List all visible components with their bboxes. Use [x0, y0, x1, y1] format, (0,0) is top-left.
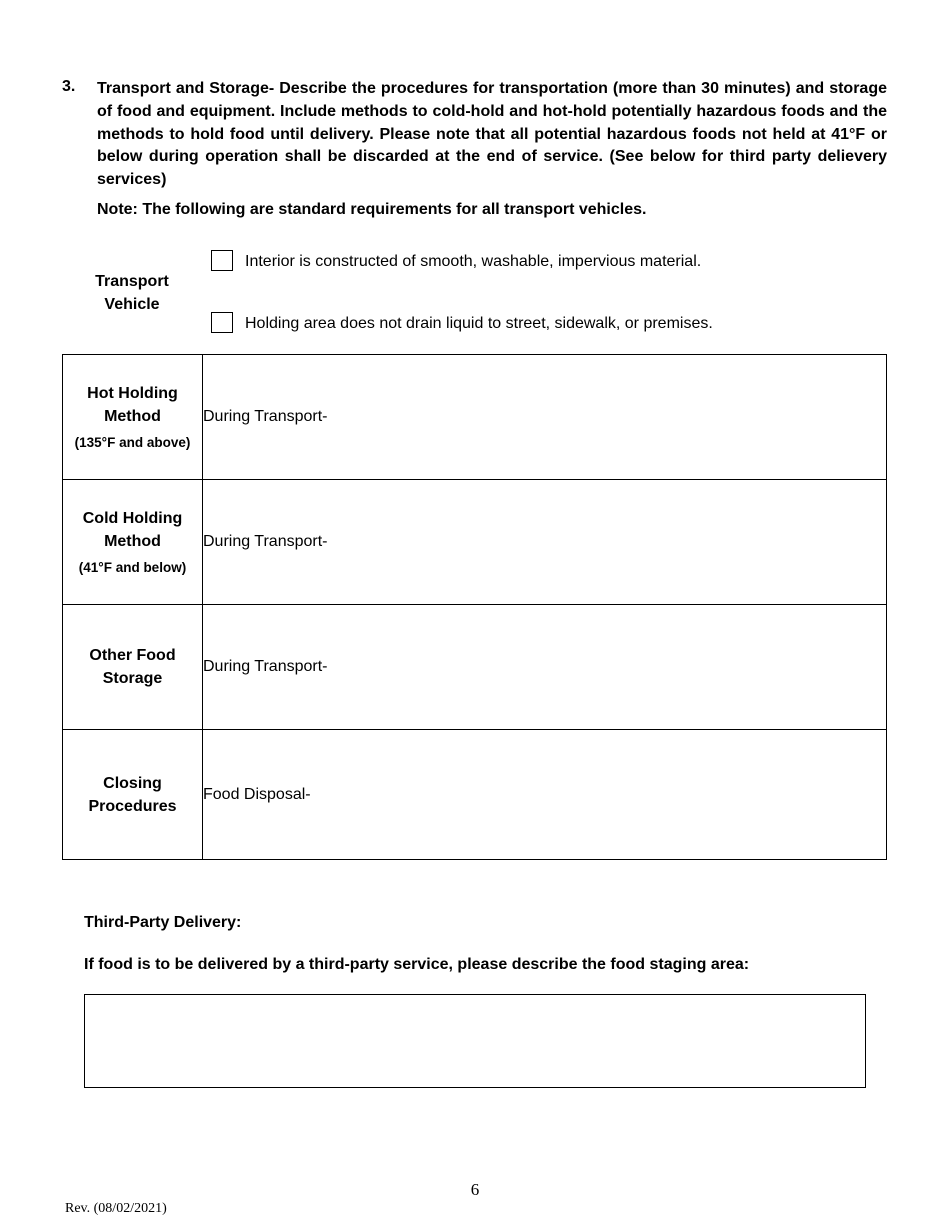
third-party-delivery-question: If food is to be delivered by a third-party service, please describe the food staging area: [84, 956, 750, 973]
checkbox-row-interior [211, 250, 701, 271]
staging-area-text-box[interactable] [84, 994, 866, 1088]
holding-methods-table [62, 354, 887, 860]
table-row [63, 480, 887, 605]
hot-holding-label: Hot Holding Method (135°F and above) [63, 355, 203, 480]
third-party-delivery-title: Third-Party Delivery: [84, 914, 242, 931]
interior-impervious-label: Interior is constructed of smooth, washable, impervious material. [245, 253, 702, 270]
interior-impervious-checkbox[interactable] [211, 250, 233, 271]
section-instructions: Transport and Storage- Describe the procedures for transportation (more than 30 minutes) and storage of food and equipment. Include methods to cold-hold and hot-hold potentially hazardous foods and the methods to hold food until delivery. Please note that all potential hazardous foods not held at 41°F or below during operation shall be discarded at the end of service. (See below for third party delievery services) [97, 80, 887, 189]
hot-holding-entry[interactable]: During Transport- [203, 355, 887, 480]
page-number: 6 [470, 1180, 480, 1199]
cold-holding-label: Cold Holding Method (41°F and below) [63, 480, 203, 605]
cold-holding-entry[interactable]: During Transport- [203, 480, 887, 605]
revision-date: Rev. (08/02/2021) [65, 1201, 167, 1216]
table-row [63, 730, 887, 860]
checkbox-row-drain [211, 312, 713, 333]
table-row [63, 355, 887, 480]
closing-procedures-label: Closing Procedures [63, 730, 203, 860]
other-food-storage-entry[interactable]: During Transport- [203, 605, 887, 730]
closing-procedures-entry[interactable]: Food Disposal- [203, 730, 887, 860]
table-row [63, 605, 887, 730]
no-drain-checkbox[interactable] [211, 312, 233, 333]
transport-vehicle-label: Transport Vehicle [95, 273, 169, 313]
vehicle-requirements-note: Note: The following are standard requirements for all transport vehicles. [97, 201, 647, 218]
other-food-storage-label: Other Food Storage [63, 605, 203, 730]
section-number: 3. [62, 78, 76, 95]
no-drain-label: Holding area does not drain liquid to street, sidewalk, or premises. [245, 315, 713, 332]
